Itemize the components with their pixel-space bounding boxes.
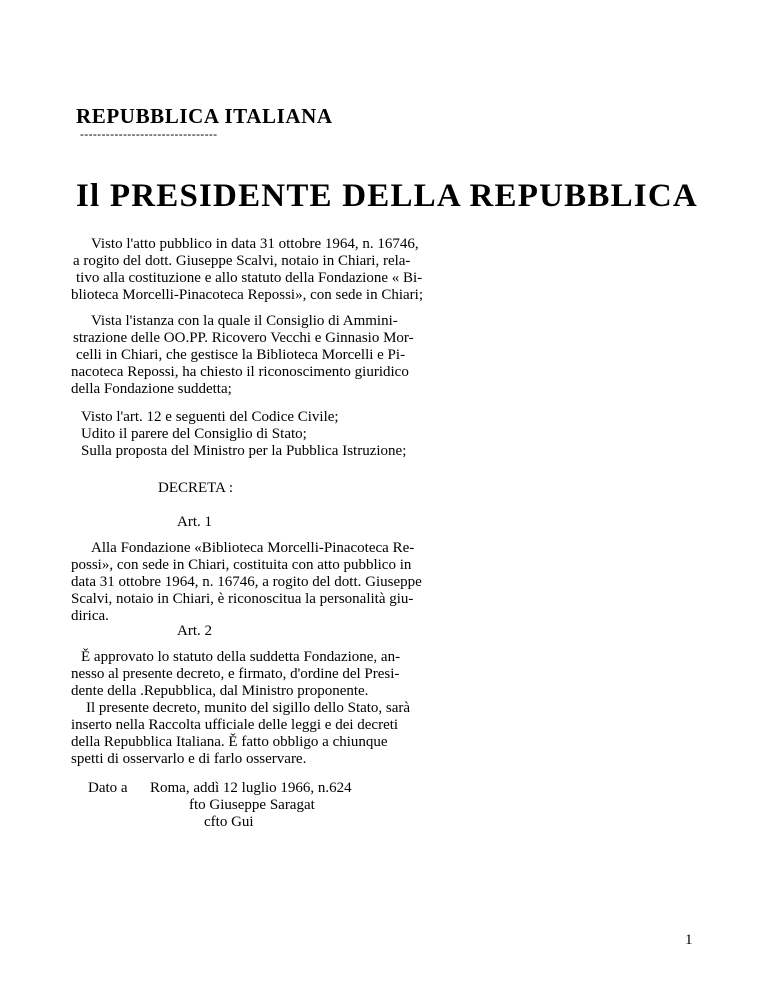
preamble-line: nacoteca Repossi, ha chiesto il riconoscimento giuridico	[71, 364, 409, 380]
preamble-line: Visto l'art. 12 e seguenti del Codice Civile;	[81, 409, 339, 425]
place-date: Roma, addì 12 luglio 1966, n.624	[150, 780, 352, 796]
article-line: spetti di osservarlo e di farlo osservare.	[71, 751, 307, 767]
preamble-line: Sulla proposta del Ministro per la Pubblica Istruzione;	[81, 443, 407, 459]
article-heading: Art. 2	[177, 623, 212, 639]
article-line: dirica.	[71, 608, 109, 624]
preamble-line: Udito il parere del Consiglio di Stato;	[81, 426, 307, 442]
article-line: della Repubblica Italiana. Ě fatto obbligo a chiunque	[71, 734, 388, 750]
page-title: Il PRESIDENTE DELLA REPUBBLICA	[76, 178, 698, 214]
heading-rule: --------------------------------	[80, 127, 218, 141]
preamble-line: tivo alla costituzione e allo statuto della Fondazione « Bi-	[76, 270, 423, 286]
preamble-line: strazione delle OO.PP. Ricovero Vecchi e Ginnasio Mor-	[73, 330, 414, 346]
article-line: data 31 ottobre 1964, n. 16746, a rogito del dott. Giuseppe	[71, 574, 422, 590]
signature-president: fto Giuseppe Saragat	[189, 797, 315, 813]
article-line: Il presente decreto, munito del sigillo dello Stato, sarà	[86, 700, 411, 716]
article-line: Ě approvato lo statuto della suddetta Fondazione, an-	[81, 649, 401, 665]
preamble-line: blioteca Morcelli-Pinacoteca Repossi», con sede in Chiari;	[71, 287, 423, 303]
signature-minister: cfto Gui	[204, 814, 254, 830]
dato-label: Dato a	[88, 780, 128, 796]
preamble-line: della Fondazione suddetta;	[71, 381, 232, 397]
article-line: possi», con sede in Chiari, costituita con atto pubblico in	[71, 557, 412, 573]
article-line: nesso al presente decreto, e firmato, d'ordine del Presi-	[71, 666, 400, 682]
article-line: inserto nella Raccolta ufficiale delle leggi e dei decreti	[71, 717, 399, 733]
preamble-line: Vista l'istanza con la quale il Consiglio di Ammini-	[91, 313, 398, 329]
decreta-heading: DECRETA :	[158, 480, 234, 496]
article-line: Scalvi, notaio in Chiari, è riconoscitua la personalità giu-	[71, 591, 414, 607]
country-heading: REPUBBLICA ITALIANA	[76, 104, 333, 128]
page-number: 1	[685, 932, 693, 948]
article-line: Alla Fondazione «Biblioteca Morcelli-Pinacoteca Re-	[91, 540, 415, 556]
preamble-line: celli in Chiari, che gestisce la Biblioteca Morcelli e Pi-	[76, 347, 406, 363]
article-heading: Art. 1	[177, 514, 212, 530]
preamble-line: a rogito del dott. Giuseppe Scalvi, notaio in Chiari, rela-	[73, 253, 411, 269]
preamble-line: Visto l'atto pubblico in data 31 ottobre 1964, n. 16746,	[91, 236, 419, 252]
article-line: dente della .Repubblica, dal Ministro proponente.	[71, 683, 369, 699]
